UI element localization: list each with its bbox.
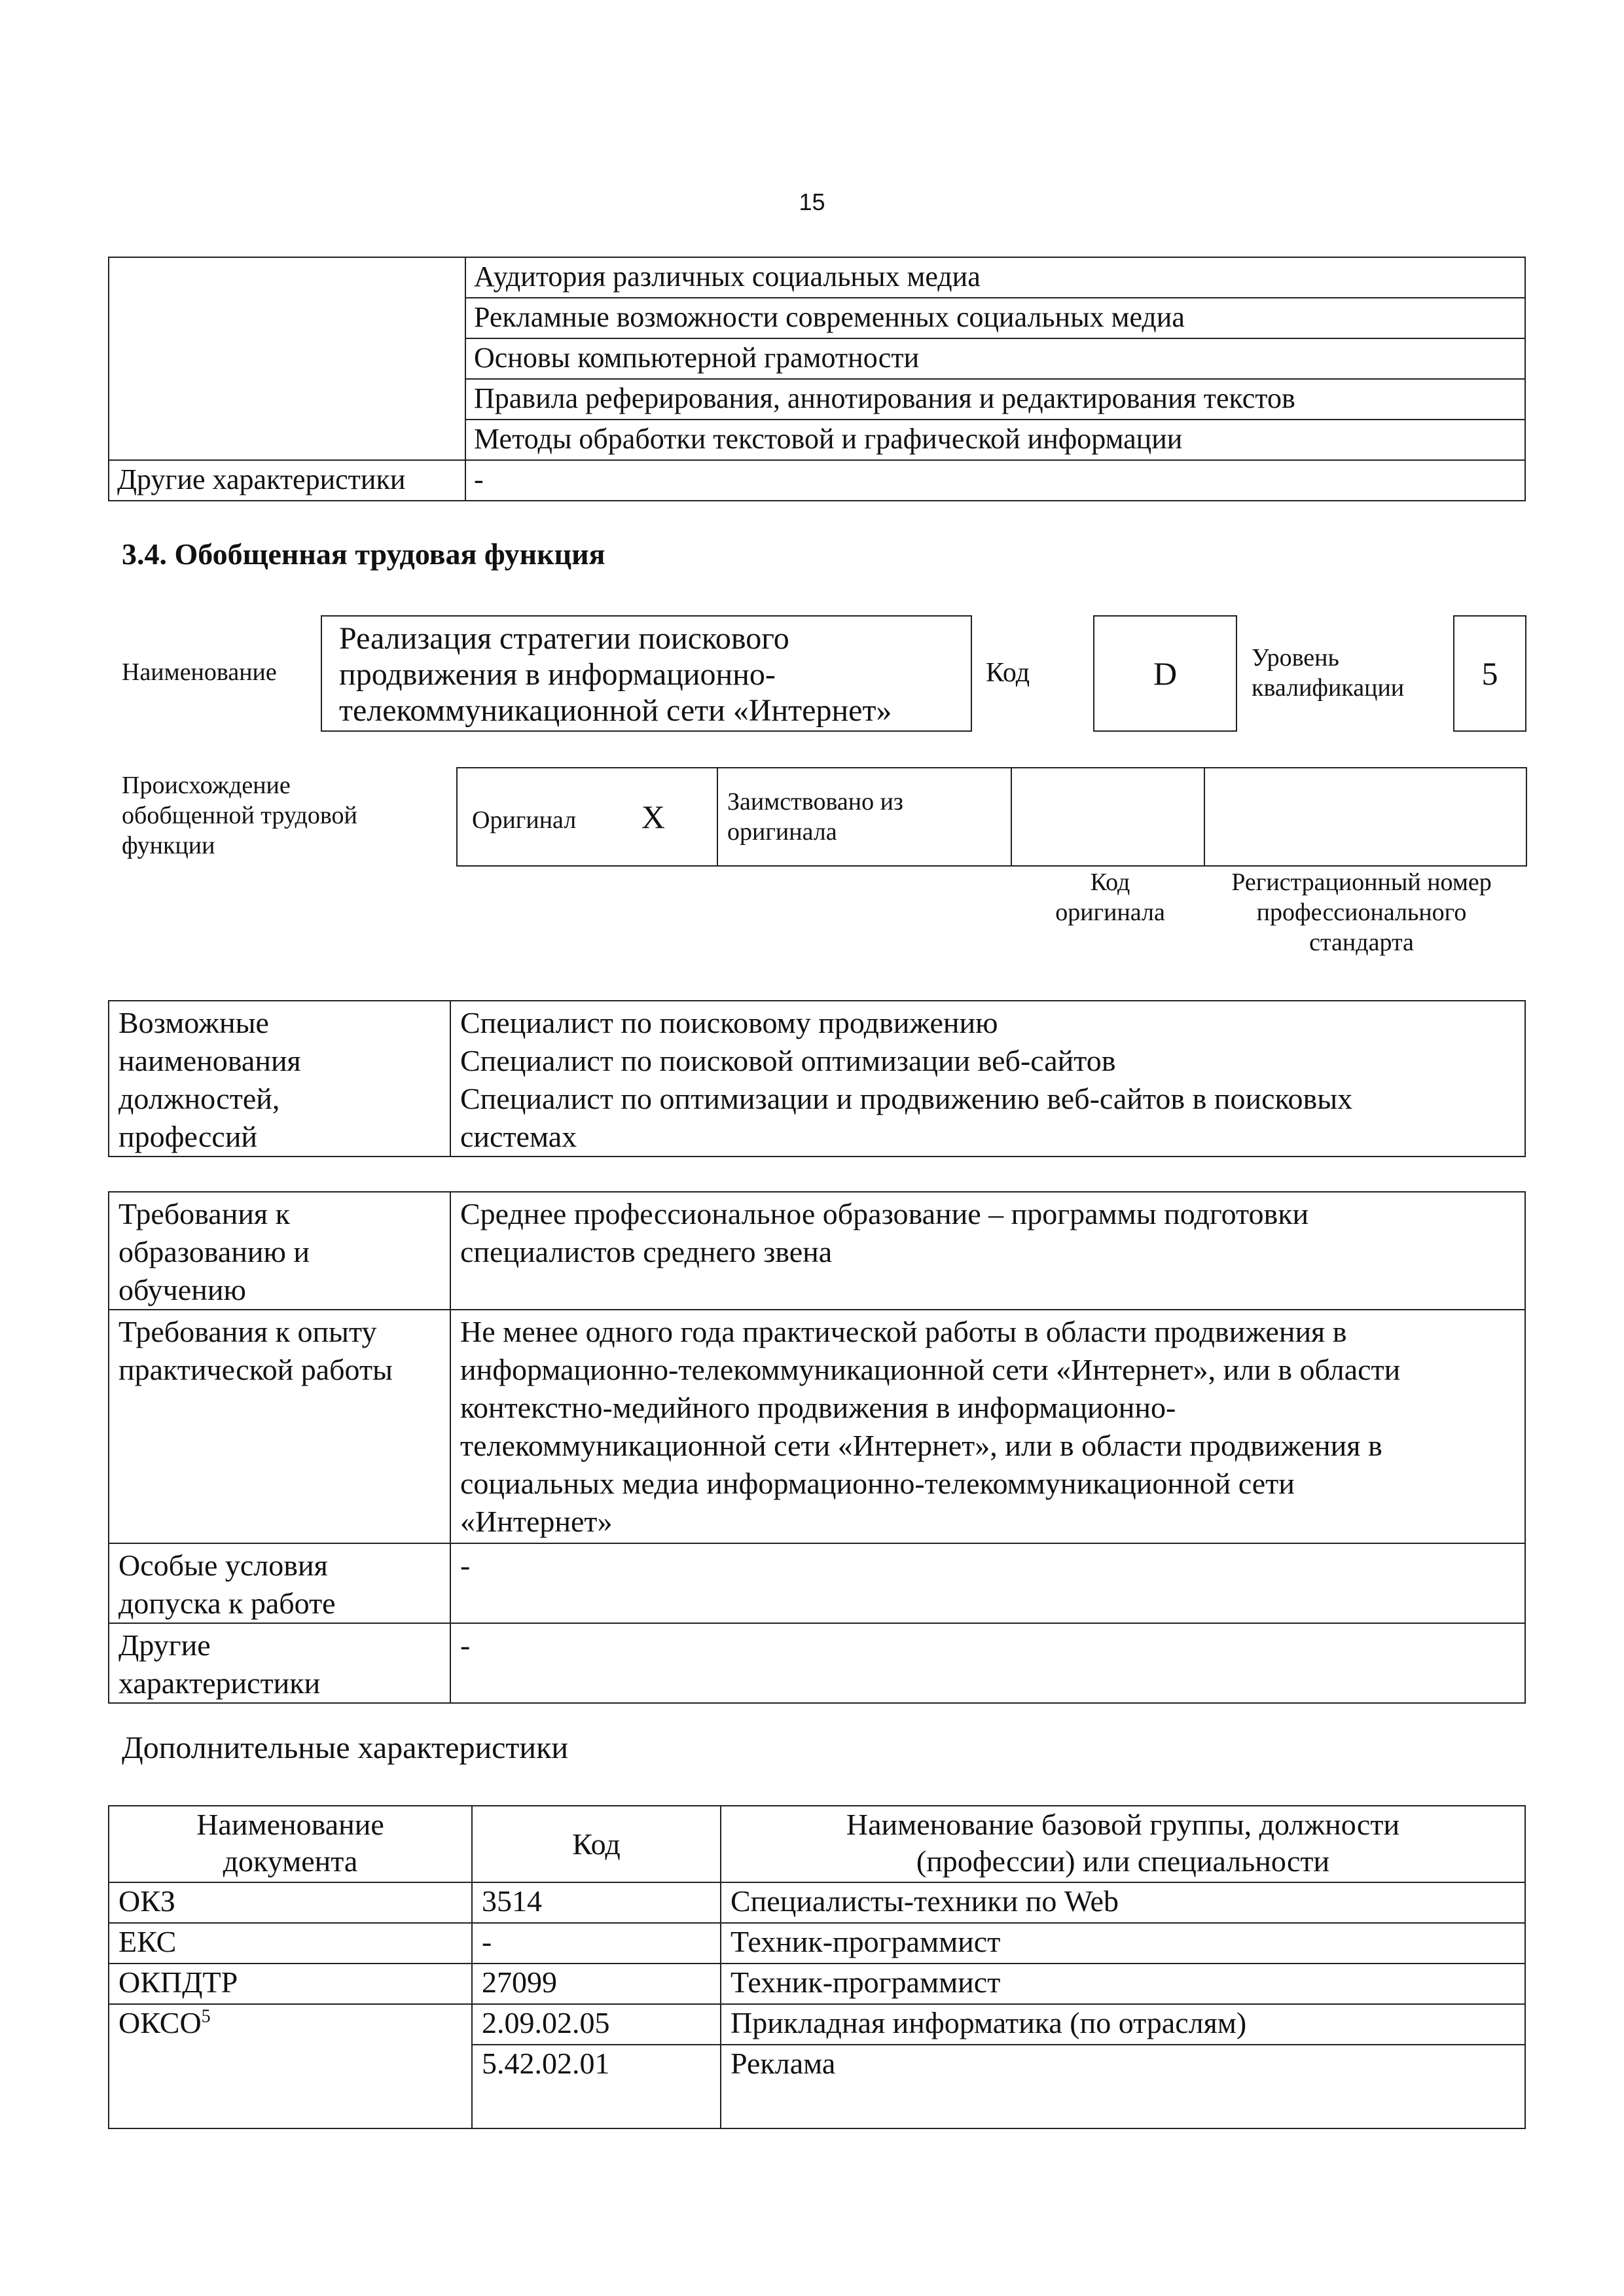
function-name-line: продвижения в информационно- — [339, 657, 776, 692]
code-cell: 3514 — [472, 1882, 721, 1923]
positions-values-cell — [450, 1001, 1525, 1157]
value-line: Не менее одного года практической работы в области продвижения в — [460, 1315, 1347, 1348]
education-requirements-label — [109, 1192, 450, 1310]
value-line: - — [460, 1628, 471, 1662]
doc-cell: ЕКС — [109, 1923, 472, 1964]
positions-table — [108, 1000, 1526, 1157]
label-line: Другие — [118, 1628, 211, 1662]
label-line: Требования к — [118, 1197, 290, 1230]
qualification-level-label — [1252, 643, 1404, 703]
origin-borrowed-cell — [717, 768, 1011, 866]
special-conditions-label — [109, 1543, 450, 1623]
education-requirements-value — [450, 1192, 1525, 1310]
code-cell: 27099 — [472, 1964, 721, 2004]
positions-label-line: должностей, — [118, 1082, 280, 1115]
table-row — [109, 257, 1525, 298]
label-line: Требования к опыту — [118, 1315, 377, 1348]
origin-label — [122, 770, 357, 861]
additional-characteristics-table — [108, 1805, 1526, 2129]
other-characteristics-value: - — [465, 460, 1525, 501]
header-group-name — [721, 1806, 1525, 1882]
doc-cell — [109, 2004, 472, 2128]
special-conditions-value — [450, 1543, 1525, 1623]
knowledge-item: Методы обработки текстовой и графической информации — [465, 420, 1525, 460]
value-line: контекстно-медийного продвижения в информационно- — [460, 1391, 1176, 1424]
page-number: 15 — [799, 188, 825, 215]
qualification-level-label-line: квалификации — [1252, 674, 1405, 702]
origin-reg-caption — [1211, 867, 1512, 958]
label-line: практической работы — [118, 1353, 393, 1386]
qualification-level-box — [1453, 615, 1526, 732]
label-line: допуска к работе — [118, 1587, 336, 1620]
qualification-level-label-line: Уровень — [1252, 644, 1339, 672]
value-line: специалистов среднего звена — [460, 1235, 833, 1268]
table-header-row — [109, 1806, 1525, 1882]
origin-reg-caption-line: профессионального — [1256, 899, 1467, 926]
function-name-label: Наименование — [122, 658, 277, 686]
origin-reg-number-cell — [1204, 768, 1526, 866]
table-cell — [109, 257, 465, 460]
other-characteristics-value — [450, 1623, 1525, 1703]
label-line: обучению — [118, 1273, 246, 1306]
value-line: телекоммуникационной сети «Интернет», или в области продвижения в — [460, 1429, 1382, 1462]
okso-label: ОКСО — [118, 2006, 202, 2039]
position-title: системах — [460, 1120, 577, 1153]
function-code-label: Код — [986, 658, 1030, 688]
origin-reg-caption-line: Регистрационный номер — [1231, 869, 1492, 896]
origin-code-caption — [1045, 867, 1176, 927]
origin-code-caption-line: оригинала — [1055, 899, 1165, 926]
qualification-level-value: 5 — [1481, 655, 1498, 692]
positions-label-cell — [109, 1001, 450, 1157]
table-row — [109, 1310, 1525, 1543]
header-line: Наименование базовой группы, должности — [846, 1808, 1400, 1841]
position-title: Специалист по поисковой оптимизации веб-сайтов — [460, 1044, 1116, 1077]
value-line: социальных медиа информационно-телекоммуникационной сети — [460, 1467, 1295, 1500]
origin-code-caption-line: Код — [1090, 869, 1130, 896]
origin-original-cell — [457, 768, 717, 866]
positions-label-line: Возможные — [118, 1006, 269, 1039]
requirements-table — [108, 1191, 1526, 1704]
origin-borrowed-line: оригинала — [727, 818, 837, 846]
origin-table — [456, 767, 1527, 867]
doc-cell: ОКПДТР — [109, 1964, 472, 2004]
function-name-box — [321, 615, 972, 732]
header-document — [109, 1806, 472, 1882]
name-cell: Техник-программист — [721, 1964, 1525, 2004]
knowledge-table — [108, 257, 1526, 501]
table-row — [109, 1001, 1525, 1157]
header-line: документа — [223, 1844, 358, 1878]
origin-borrowed-line: Заимствовано из — [727, 788, 903, 816]
function-name-line: Реализация стратегии поискового — [339, 621, 789, 656]
table-row — [109, 1192, 1525, 1310]
origin-label-line: функции — [122, 832, 215, 859]
experience-requirements-label — [109, 1310, 450, 1543]
value-line: - — [460, 1549, 471, 1582]
table-row — [109, 1543, 1525, 1623]
function-code-box — [1093, 615, 1237, 732]
code-cell: 5.42.02.01 — [472, 2045, 721, 2128]
positions-label-line: наименования — [118, 1044, 301, 1077]
function-code-value: D — [1153, 655, 1178, 692]
experience-requirements-value — [450, 1310, 1525, 1543]
knowledge-item: Основы компьютерной грамотности — [465, 338, 1525, 379]
position-title: Специалист по поисковому продвижению — [460, 1006, 998, 1039]
header-line: Наименование — [196, 1808, 384, 1841]
doc-cell: ОКЗ — [109, 1882, 472, 1923]
table-row — [109, 1623, 1525, 1703]
label-line: Особые условия — [118, 1549, 328, 1582]
section-heading: 3.4. Обобщенная трудовая функция — [122, 537, 605, 571]
name-cell: Специалисты-техники по Web — [721, 1882, 1525, 1923]
table-row — [109, 1882, 1525, 1923]
table-row — [457, 768, 1526, 866]
code-cell: - — [472, 1923, 721, 1964]
origin-code-cell — [1011, 768, 1204, 866]
value-line: «Интернет» — [460, 1505, 613, 1538]
label-line: образованию и — [118, 1235, 310, 1268]
name-cell: Прикладная информатика (по отраслям) — [721, 2004, 1525, 2045]
origin-reg-caption-line: стандарта — [1309, 929, 1414, 956]
positions-label-line: профессий — [118, 1120, 258, 1153]
header-code: Код — [472, 1806, 721, 1882]
label-line: характеристики — [118, 1666, 321, 1700]
table-row — [109, 1923, 1525, 1964]
table-row — [109, 1964, 1525, 2004]
position-title: Специалист по оптимизации и продвижению веб-сайтов в поисковых — [460, 1082, 1353, 1115]
origin-original-label: Оригинал — [472, 806, 577, 834]
value-line: информационно-телекоммуникационной сети «Интернет», или в области — [460, 1353, 1401, 1386]
header-line: (профессии) или специальности — [916, 1844, 1330, 1878]
knowledge-item: Правила реферирования, аннотирования и редактирования текстов — [465, 379, 1525, 420]
origin-label-line: обобщенной трудовой — [122, 802, 357, 829]
table-row — [109, 460, 1525, 501]
name-cell: Реклама — [721, 2045, 1525, 2128]
origin-original-mark: X — [641, 798, 665, 835]
table-row — [109, 2004, 1525, 2045]
other-characteristics-label: Другие характеристики — [109, 460, 465, 501]
knowledge-item: Аудитория различных социальных медиа — [465, 257, 1525, 298]
additional-characteristics-title: Дополнительные характеристики — [122, 1731, 569, 1765]
origin-label-line: Происхождение — [122, 772, 291, 799]
footnote-marker: 5 — [201, 2006, 211, 2027]
other-characteristics-label — [109, 1623, 450, 1703]
value-line: Среднее профессиональное образование – программы подготовки — [460, 1197, 1309, 1230]
function-name-line: телекоммуникационной сети «Интернет» — [339, 693, 892, 728]
knowledge-item: Рекламные возможности современных социальных медиа — [465, 298, 1525, 338]
code-cell: 2.09.02.05 — [472, 2004, 721, 2045]
name-cell: Техник-программист — [721, 1923, 1525, 1964]
